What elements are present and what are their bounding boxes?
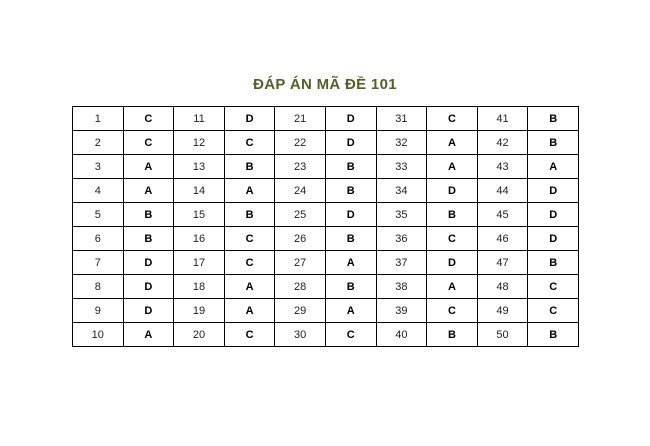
question-number: 33 (376, 155, 427, 179)
answer-letter: C (123, 131, 174, 155)
answer-letter: D (528, 203, 579, 227)
answer-letter: C (427, 299, 478, 323)
answer-letter: A (325, 251, 376, 275)
answer-letter: D (123, 251, 174, 275)
question-number: 38 (376, 275, 427, 299)
question-number: 24 (275, 179, 326, 203)
answer-letter: C (528, 299, 579, 323)
question-number: 49 (477, 299, 528, 323)
answer-letter: C (325, 323, 376, 347)
answer-letter: A (123, 179, 174, 203)
table-row (73, 323, 579, 347)
question-number: 22 (275, 131, 326, 155)
question-number: 27 (275, 251, 326, 275)
table-row (73, 251, 579, 275)
answer-letter: B (325, 275, 376, 299)
answer-table (72, 106, 579, 347)
question-number: 30 (275, 323, 326, 347)
answer-table-body (73, 107, 579, 347)
question-number: 21 (275, 107, 326, 131)
answer-letter: A (123, 155, 174, 179)
answer-letter: C (224, 131, 275, 155)
answer-letter: D (123, 275, 174, 299)
answer-letter: A (123, 323, 174, 347)
question-number: 2 (73, 131, 124, 155)
answer-letter: B (427, 323, 478, 347)
answer-letter: B (528, 131, 579, 155)
question-number: 41 (477, 107, 528, 131)
answer-letter: B (528, 323, 579, 347)
question-number: 9 (73, 299, 124, 323)
question-number: 1 (73, 107, 124, 131)
question-number: 47 (477, 251, 528, 275)
question-number: 15 (174, 203, 225, 227)
question-number: 50 (477, 323, 528, 347)
question-number: 40 (376, 323, 427, 347)
question-number: 4 (73, 179, 124, 203)
answer-letter: A (427, 155, 478, 179)
answer-letter: B (325, 179, 376, 203)
answer-letter: C (224, 227, 275, 251)
answer-letter: C (427, 107, 478, 131)
answer-letter: B (427, 203, 478, 227)
answer-letter: D (528, 227, 579, 251)
question-number: 11 (174, 107, 225, 131)
table-row (73, 227, 579, 251)
question-number: 31 (376, 107, 427, 131)
question-number: 45 (477, 203, 528, 227)
answer-letter: B (224, 155, 275, 179)
question-number: 10 (73, 323, 124, 347)
table-row (73, 107, 579, 131)
answer-letter: A (427, 131, 478, 155)
answer-letter: A (224, 179, 275, 203)
question-number: 35 (376, 203, 427, 227)
question-number: 29 (275, 299, 326, 323)
answer-letter: D (528, 179, 579, 203)
answer-letter: B (528, 251, 579, 275)
answer-letter: D (325, 131, 376, 155)
question-number: 6 (73, 227, 124, 251)
answer-letter: D (427, 179, 478, 203)
answer-letter: A (325, 299, 376, 323)
table-row (73, 275, 579, 299)
question-number: 39 (376, 299, 427, 323)
table-row (73, 155, 579, 179)
table-row (73, 131, 579, 155)
answer-letter: B (123, 203, 174, 227)
answer-letter: D (123, 299, 174, 323)
table-row (73, 299, 579, 323)
question-number: 32 (376, 131, 427, 155)
question-number: 13 (174, 155, 225, 179)
answer-letter: D (325, 107, 376, 131)
question-number: 19 (174, 299, 225, 323)
answer-letter: B (224, 203, 275, 227)
answer-letter: A (528, 155, 579, 179)
question-number: 36 (376, 227, 427, 251)
question-number: 46 (477, 227, 528, 251)
table-row (73, 203, 579, 227)
answer-letter: B (528, 107, 579, 131)
question-number: 48 (477, 275, 528, 299)
answer-letter: C (224, 323, 275, 347)
question-number: 17 (174, 251, 225, 275)
question-number: 37 (376, 251, 427, 275)
page-title: ĐÁP ÁN MÃ ĐỀ 101 (253, 76, 397, 93)
question-number: 34 (376, 179, 427, 203)
question-number: 44 (477, 179, 528, 203)
question-number: 14 (174, 179, 225, 203)
question-number: 43 (477, 155, 528, 179)
table-row (73, 179, 579, 203)
answer-letter: D (427, 251, 478, 275)
answer-letter: C (224, 251, 275, 275)
question-number: 42 (477, 131, 528, 155)
question-number: 20 (174, 323, 225, 347)
question-number: 26 (275, 227, 326, 251)
answer-letter: A (224, 299, 275, 323)
question-number: 3 (73, 155, 124, 179)
question-number: 25 (275, 203, 326, 227)
question-number: 5 (73, 203, 124, 227)
answer-letter: B (123, 227, 174, 251)
question-number: 16 (174, 227, 225, 251)
answer-letter: D (325, 203, 376, 227)
answer-letter: C (427, 227, 478, 251)
question-number: 12 (174, 131, 225, 155)
answer-letter: A (224, 275, 275, 299)
answer-letter: C (528, 275, 579, 299)
question-number: 7 (73, 251, 124, 275)
answer-letter: A (427, 275, 478, 299)
answer-letter: B (325, 227, 376, 251)
answer-letter: B (325, 155, 376, 179)
answer-letter: D (224, 107, 275, 131)
question-number: 28 (275, 275, 326, 299)
question-number: 18 (174, 275, 225, 299)
question-number: 23 (275, 155, 326, 179)
answer-letter: C (123, 107, 174, 131)
question-number: 8 (73, 275, 124, 299)
